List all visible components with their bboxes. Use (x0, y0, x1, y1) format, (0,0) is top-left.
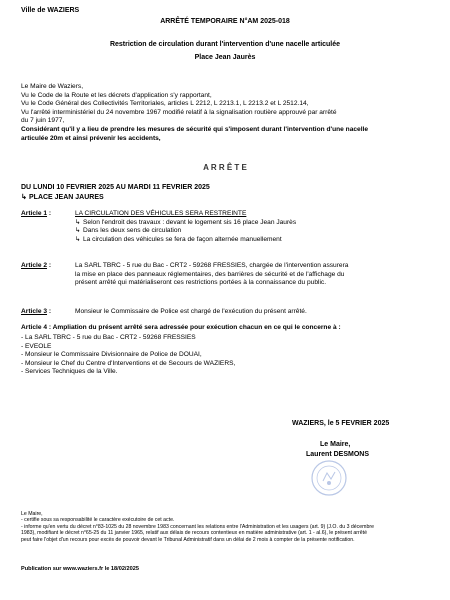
considering-line: Considérant qu'il y a lieu de prendre les mesures de sécurité qui s'imposent durant l'intervention d'une nacelle (21, 125, 369, 133)
arrow-icon: ↳ (75, 227, 81, 235)
period-place: PLACE JEAN JAURES (29, 194, 104, 201)
article-2-body (75, 262, 437, 288)
preamble-line: Vu l'arrêté interministériel du 24 novembre 1967 modifié relatif à la signalisation routière approuvé par arrêté (21, 108, 337, 116)
recipient-item: - La SARL TBRC - 5 rue du Bac - CRT2 - 59268 FRESSIES (21, 334, 196, 341)
article-2-label: Article 2 : (21, 262, 52, 269)
article-2-line: La SARL TBRC - 5 rue du Bac - CRT2 - 59268 FRESSIES, chargée de l'intervention assurera (75, 262, 349, 269)
arrow-icon: ↳ (75, 218, 81, 226)
article-4-recipients (21, 334, 235, 377)
article-1-body (75, 210, 296, 244)
arrow-icon: ↳ (21, 194, 27, 201)
preamble-line: Vu le Code Général des Collectivités Territoriales, articles L 2212, L 2213.1, L 2213.2 et L 2512.14, (21, 100, 309, 108)
preamble-line: Le Maire de Waziers, (21, 83, 84, 90)
footer-note-line: - certifie sous sa responsabilité le caractère exécutoire de cet acte. (21, 517, 175, 524)
footer-note-line: - informe qu'en vertu du décret n°83-1025 du 28 novembre 1983 concernant les relations entre l'Administration et les usagers (art. 9) (J.O. du 3 décembre (21, 523, 374, 530)
decree-word: A R R Ê T E (203, 163, 247, 172)
article-3-label: Article 3 : (21, 308, 52, 315)
signature-place-date: WAZIERS, le 5 FEVRIER 2025 (292, 420, 390, 427)
footer-note-line: Le Maire, (21, 511, 43, 517)
article-3-text: Monsieur le Commissaire de Police est chargé de l'exécution du présent arrêté. (75, 308, 307, 315)
article-1-item: ↳ La circulation des véhicules se fera de façon alternée manuellement (75, 235, 282, 243)
footer-note-line: 1983), modifiant le décret n°65-25 du 11 janvier 1965, relatif aux délais de recours contentieux en matière administrative (art. 1 - al.6), le présent arrêté (21, 530, 367, 537)
article-1-item: ↳ Dans les deux sens de circulation (75, 227, 182, 235)
recipient-item: - Monsieur le Commissaire Divisionnaire de Police de DOUAI, (21, 351, 202, 359)
decree-place: Place Jean Jaurès (194, 54, 256, 61)
considering-line: articulée 20m et ainsi prévenir les accidents, (21, 134, 161, 142)
article-1-label: Article 1 : (21, 210, 52, 217)
publication-notice: Publication sur www.waziers.fr le 18/02/2025 (21, 566, 139, 572)
article-2-line: la mise en place des panneaux réglementaires, des barrières de sécurité et de l'affichage du (75, 270, 345, 278)
article-1-item: ↳ Selon l'endroit des travaux : devant le logement sis 16 place Jean Jaurès (75, 218, 297, 226)
article-2-line: présent arrêté qui matérialiseront ces restrictions portées à la connaissance du public. (75, 279, 327, 287)
town-seal-stamp (310, 459, 348, 497)
arrow-icon: ↳ (75, 235, 81, 243)
recipient-item: - Monsieur le Chef du Centre d'Interventions et de Secours de WAZIERS, (21, 359, 236, 367)
decree-subject: Restriction de circulation durant l'intervention d'une nacelle articulée (109, 41, 341, 48)
town-name: Ville de WAZIERS (21, 7, 80, 14)
footer-note-line: peut faire l'objet d'un recours pour excès de pouvoir devant le Tribunal Administratif dans un délai de 2 mois à compter de la présente notification. (21, 536, 355, 543)
period-dates: DU LUNDI 10 FEVRIER 2025 AU MARDI 11 FEVRIER 2025 (21, 184, 210, 191)
preamble-line: Vu le Code de la Route et les décrets d'application s'y rapportant, (21, 91, 212, 99)
article-1-heading: LA CIRCULATION DES VÉHICULES SERA RESTREINTE (75, 210, 247, 217)
preamble-line: du 7 juin 1977, (21, 117, 65, 125)
decree-title: ARRÊTÉ TEMPORAIRE N°AM 2025-018 (160, 18, 290, 25)
footer-notes (21, 511, 374, 543)
article-4-heading: Article 4 : Ampliation du présent arrêté sera adressée pour exécution chacun en ce qui le concerne à : (21, 324, 341, 331)
recipient-item: - EVEOLE (21, 342, 52, 350)
recipient-item: - Services Techniques de la Ville. (21, 368, 118, 376)
period-place-line (21, 193, 104, 202)
signature-role: Le Maire, (320, 441, 351, 448)
preamble (21, 83, 436, 143)
signature-name: Laurent DESMONS (306, 451, 370, 458)
